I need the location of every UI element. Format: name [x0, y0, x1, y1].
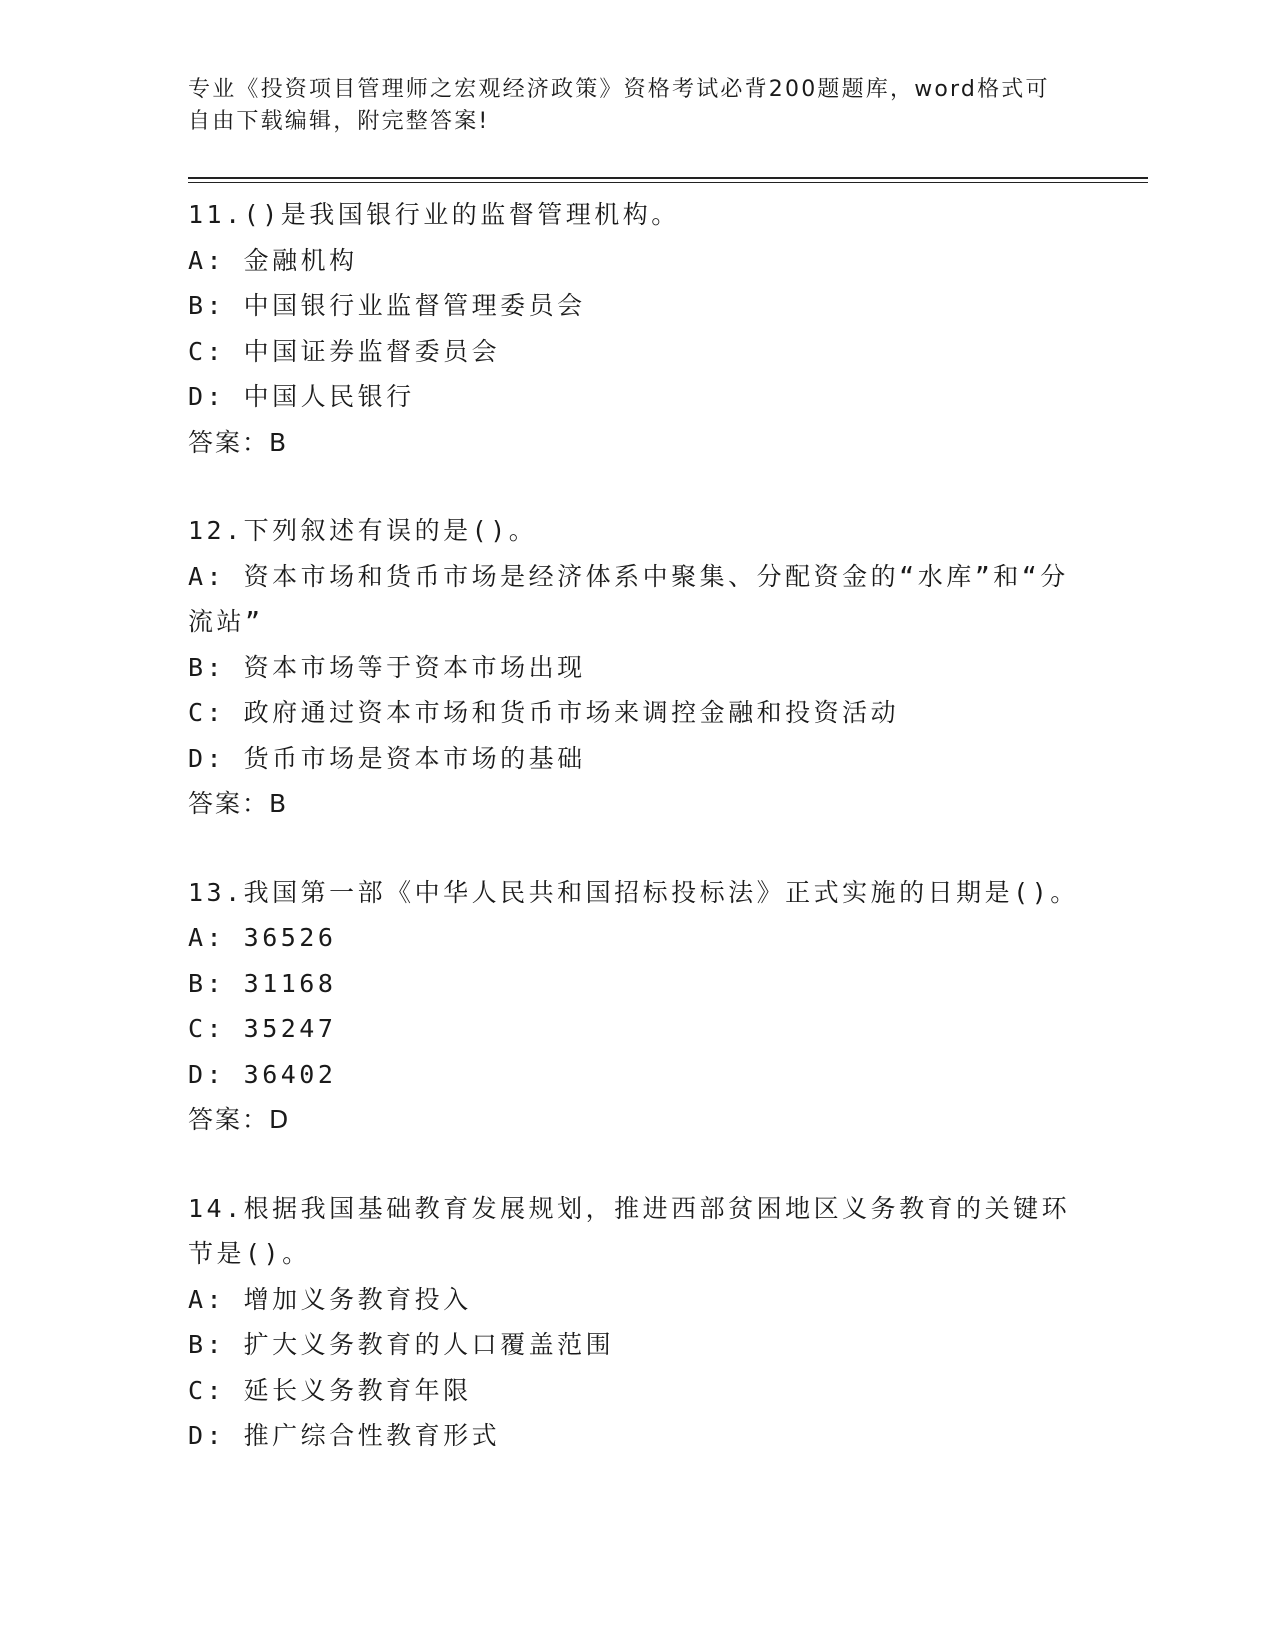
question-stem: 11.()是我国银行业的监督管理机构。	[188, 200, 680, 229]
option-b: B: 31168	[188, 968, 337, 998]
option-c: C: 延长义务教育年限	[188, 1375, 472, 1405]
document-header: 专业《投资项目管理师之宏观经济政策》资格考试必背200题题库，word格式可自由下载编辑，附完整答案!	[188, 77, 1050, 134]
option-c: C: 35247	[188, 1014, 337, 1043]
answer: 答案：B	[188, 427, 289, 457]
question-stem: 12.下列叙述有误的是()。	[188, 516, 538, 545]
option-d: D: 中国人民银行	[188, 382, 415, 411]
question-item	[188, 1186, 1088, 1459]
option-a: A: 36526	[188, 923, 337, 952]
question-stem: 13.我国第一部《中华人民共和国招标投标法》正式实施的日期是()。	[188, 877, 1079, 907]
question-item	[188, 870, 1088, 1143]
option-c: C: 政府通过资本市场和货币市场来调控金融和投资活动	[188, 698, 900, 727]
option-d: D: 货币市场是资本市场的基础	[188, 743, 586, 773]
question-list	[188, 192, 1088, 1502]
question-item	[188, 192, 1088, 465]
header-divider-thin	[188, 182, 1148, 183]
option-c: C: 中国证券监督委员会	[188, 336, 501, 366]
option-a: A: 资本市场和货币市场是经济体系中聚集、分配资金的“水库”和“分流站”	[188, 561, 1069, 636]
question-item	[188, 508, 1088, 827]
option-b: B: 资本市场等于资本市场出现	[188, 652, 586, 682]
option-b: B: 中国银行业监督管理委员会	[188, 291, 586, 320]
option-d: D: 推广综合性教育形式	[188, 1421, 501, 1450]
answer: 答案：D	[188, 1105, 291, 1134]
option-b: B: 扩大义务教育的人口覆盖范围	[188, 1330, 615, 1359]
question-stem: 14.根据我国基础教育发展规划，推进西部贫困地区义务教育的关键环节是()。	[188, 1193, 1071, 1268]
option-a: A: 增加义务教育投入	[188, 1284, 472, 1314]
option-d: D: 36402	[188, 1059, 337, 1089]
option-a: A: 金融机构	[188, 245, 358, 275]
header-divider	[188, 177, 1148, 179]
answer: 答案：B	[188, 789, 289, 818]
